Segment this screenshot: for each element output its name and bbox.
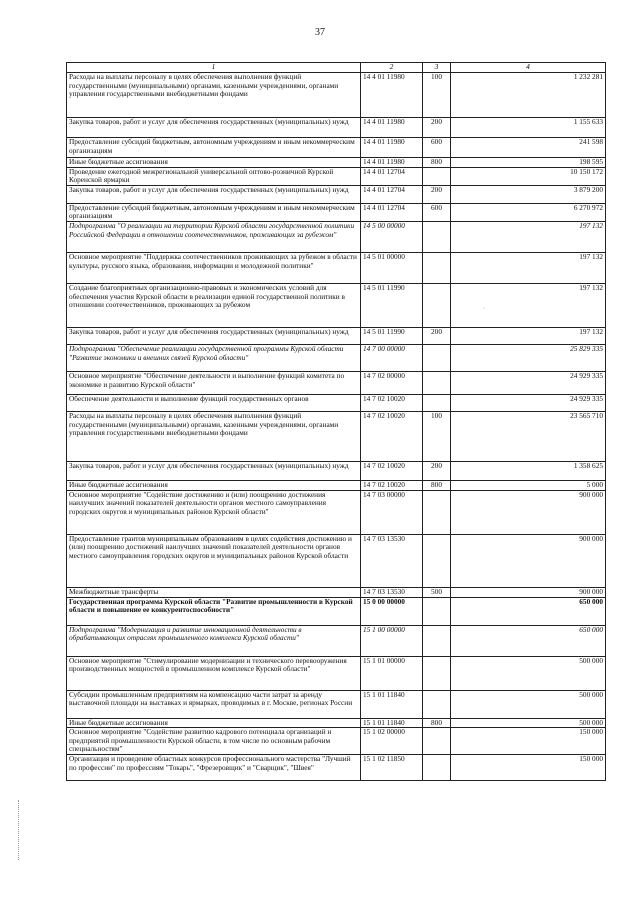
row-code: 15 1 02 11850 [361, 755, 423, 781]
table-row [67, 327, 606, 344]
row-amount: 3 879 200 [451, 185, 606, 203]
row-expense-type: 200 [423, 461, 451, 480]
row-code: 14 4 01 11980 [361, 158, 423, 168]
row-code: 14 7 03 00000 [361, 490, 423, 534]
row-amount: 241 598 [451, 138, 606, 158]
row-expense-type: 800 [423, 158, 451, 168]
row-description: Организация и проведение областных конкурсов профессионального мастерства "Лучший по профессии" по профессиям "Токарь", "Фрезеровщик" и "Сварщик", "Швея" [67, 755, 361, 781]
row-description: Подпрограмма "О реализации на территории Курской области государственной политики Российской Федерации в отношении соотечественников, проживающих за рубежом" [67, 221, 361, 252]
row-amount: 197 132 [451, 283, 606, 327]
row-amount: 150 000 [451, 755, 606, 781]
row-expense-type [423, 283, 451, 327]
row-description: Обеспечение деятельности и выполнение функций государственных органов [67, 394, 361, 411]
row-expense-type [423, 755, 451, 781]
row-code: 14 4 01 12704 [361, 167, 423, 185]
row-expense-type: 600 [423, 203, 451, 221]
row-description: Расходы на выплаты персоналу в целях обеспечения выполнения функций государственными (муниципальными) органами, казенными учреждениями, органами управления государственными внебюджетными фондами [67, 73, 361, 118]
table-row [67, 283, 606, 327]
row-description: Основное мероприятие "Обеспечение деятельности и выполнение функций комитета по экономике и развитию Курской области" [67, 371, 361, 394]
row-amount: 24 929 335 [451, 371, 606, 394]
row-description: Основное мероприятие "Поддержка соотечественников проживающих за рубежом в области культуры, русского языка, образования, информации и молодежной политики" [67, 252, 361, 283]
table-row [67, 394, 606, 411]
row-description: Расходы на выплаты персоналу в целях обеспечения выполнения функций государственными (муниципальными) органами, казенными учреждениями, органами управления государственными внебюджетными фондами [67, 411, 361, 461]
table-row [67, 490, 606, 534]
row-code: 14 5 00 00000 [361, 221, 423, 252]
row-description: Субсидии промышленным предприятиям на компенсацию части затрат за аренду выставочной площади на выставках и ярмарках, проводимых в г. Москве, регионах России [67, 690, 361, 718]
row-amount: 197 132 [451, 221, 606, 252]
row-amount: 198 595 [451, 158, 606, 168]
row-code: 14 4 01 11980 [361, 118, 423, 138]
row-description: Иные бюджетные ассигнования [67, 158, 361, 168]
row-amount: 24 929 335 [451, 394, 606, 411]
row-description: Создание благоприятных организационно-правовых и экономических условий для обеспечения участия Курской области в реализации единой государственной политики в отношении соотечественников, проживающих за рубежом [67, 283, 361, 327]
margin-dots [18, 800, 22, 860]
table-row [67, 587, 606, 597]
budget-table [66, 62, 606, 781]
table-row [67, 461, 606, 480]
table-row [67, 411, 606, 461]
row-code: 15 1 02 00000 [361, 728, 423, 755]
row-description: Иные бюджетные ассигнования [67, 480, 361, 490]
table-row [67, 203, 606, 221]
row-code: 14 7 02 10020 [361, 480, 423, 490]
table-row [67, 718, 606, 728]
row-code: 14 5 01 11990 [361, 283, 423, 327]
table-row [67, 167, 606, 185]
row-description: Закупка товаров, работ и услуг для обеспечения государственных (муниципальных) нужд [67, 185, 361, 203]
row-amount: 500 000 [451, 718, 606, 728]
row-code: 14 7 00 00000 [361, 344, 423, 371]
row-description: Закупка товаров, работ и услуг для обеспечения государственных (муниципальных) нужд [67, 118, 361, 138]
row-expense-type: 800 [423, 480, 451, 490]
row-amount: 900 000 [451, 490, 606, 534]
row-expense-type [423, 252, 451, 283]
row-description: Государственная программа Курской области "Развитие промышленности в Курской области и повышение ее конкурентоспособности" [67, 597, 361, 625]
page-number: 37 [315, 27, 325, 38]
table-row [67, 185, 606, 203]
row-code: 14 7 02 10020 [361, 394, 423, 411]
row-code: 15 1 01 11840 [361, 718, 423, 728]
row-code: 14 5 01 00000 [361, 252, 423, 283]
row-code: 14 7 03 13530 [361, 534, 423, 587]
row-expense-type [423, 728, 451, 755]
row-amount: 1 358 625 [451, 461, 606, 480]
row-amount: 1 155 633 [451, 118, 606, 138]
row-code: 15 1 01 00000 [361, 656, 423, 690]
row-amount: 6 270 972 [451, 203, 606, 221]
row-amount: 197 132 [451, 327, 606, 344]
row-amount: 197 132 [451, 252, 606, 283]
row-amount: 500 000 [451, 690, 606, 718]
row-expense-type: 200 [423, 118, 451, 138]
row-amount: 900 000 [451, 534, 606, 587]
row-expense-type [423, 690, 451, 718]
table-row [67, 755, 606, 781]
row-amount: 5 000 [451, 480, 606, 490]
table-row [67, 221, 606, 252]
row-expense-type [423, 490, 451, 534]
row-description: Иные бюджетные ассигнования [67, 718, 361, 728]
row-code: 14 7 02 10020 [361, 411, 423, 461]
row-expense-type [423, 371, 451, 394]
row-code: 14 7 03 13530 [361, 587, 423, 597]
row-amount: 23 565 710 [451, 411, 606, 461]
row-expense-type: 100 [423, 73, 451, 118]
header-col-3: 3 [423, 63, 451, 73]
row-description: Основное мероприятие "Содействие развитию кадрового потенциала организаций и предприятий промышленности Курской области, в том числе по основным рабочим специальностям" [67, 728, 361, 755]
row-expense-type: 200 [423, 185, 451, 203]
table-header-row [67, 63, 606, 73]
table-row [67, 252, 606, 283]
row-expense-type [423, 394, 451, 411]
row-description: Предоставление грантов муниципальным образованиям в целях содействия достижению и (или) поощрению достижений наилучших значений показателей деятельности органов местного самоуправления городских округов и муниципальных районов Курской области [67, 534, 361, 587]
row-amount: 25 829 335 [451, 344, 606, 371]
table-row [67, 73, 606, 118]
row-expense-type [423, 344, 451, 371]
row-description: Межбюджетные трансферты [67, 587, 361, 597]
row-description: Основное мероприятие "Стимулирование модернизации и технического перевооружения производственных мощностей в промышленном комплексе Курской области" [67, 656, 361, 690]
row-code: 14 7 02 10020 [361, 461, 423, 480]
row-amount: 650 000 [451, 597, 606, 625]
row-expense-type [423, 656, 451, 690]
row-code: 14 4 01 11980 [361, 138, 423, 158]
row-description: Закупка товаров, работ и услуг для обеспечения государственных (муниципальных) нужд [67, 327, 361, 344]
header-col-4: 4 [451, 63, 606, 73]
header-col-2: 2 [361, 63, 423, 73]
row-amount: 650 000 [451, 625, 606, 656]
row-description: Подпрограмма "Модернизация и развитие инновационной деятельности в обрабатывающих отраслях промышленного комплекса Курской области" [67, 625, 361, 656]
table-row [67, 344, 606, 371]
row-expense-type: 100 [423, 411, 451, 461]
header-col-1: 1 [67, 63, 361, 73]
row-amount: 900 000 [451, 587, 606, 597]
table-row [67, 138, 606, 158]
row-expense-type [423, 625, 451, 656]
table-row [67, 690, 606, 718]
table-row [67, 656, 606, 690]
table-row [67, 158, 606, 168]
row-code: 15 1 00 00000 [361, 625, 423, 656]
row-description: Предоставление субсидий бюджетным, автономным учреждениям и иным некоммерческим организациям [67, 203, 361, 221]
row-code: 14 7 02 00000 [361, 371, 423, 394]
table-row [67, 534, 606, 587]
row-description: Подпрограмма "Обеспечение реализации государственной программы Курской области "Развитие экономики и внешних связей Курской области" [67, 344, 361, 371]
row-code: 15 0 00 00000 [361, 597, 423, 625]
row-expense-type: 600 [423, 138, 451, 158]
table-row [67, 728, 606, 755]
row-code: 14 4 01 12704 [361, 185, 423, 203]
table-row [67, 480, 606, 490]
row-expense-type: 200 [423, 327, 451, 344]
row-expense-type [423, 221, 451, 252]
table-row [67, 118, 606, 138]
row-code: 14 5 01 11990 [361, 327, 423, 344]
table-row [67, 597, 606, 625]
row-code: 15 1 01 11840 [361, 690, 423, 718]
row-expense-type [423, 597, 451, 625]
row-amount: 500 000 [451, 656, 606, 690]
stray-mark: · [483, 306, 485, 312]
row-code: 14 4 01 11980 [361, 73, 423, 118]
row-code: 14 4 01 12704 [361, 203, 423, 221]
row-description: Закупка товаров, работ и услуг для обеспечения государственных (муниципальных) нужд [67, 461, 361, 480]
row-amount: 10 150 172 [451, 167, 606, 185]
row-expense-type: 500 [423, 587, 451, 597]
table-row [67, 371, 606, 394]
row-description: Проведение ежегодной межрегиональной универсальной оптово-розничной Курской Коренской ярмарки [67, 167, 361, 185]
table-row [67, 625, 606, 656]
row-description: Предоставление субсидий бюджетным, автономным учреждениям и иным некоммерческим организациям [67, 138, 361, 158]
row-amount: 150 000 [451, 728, 606, 755]
row-description: Основное мероприятие "Содействие достижению и (или) поощрению достижения наилучших значений показателей деятельности органов местного самоуправления городских округов и муниципальных районов Курской области" [67, 490, 361, 534]
row-amount: 1 232 281 [451, 73, 606, 118]
row-expense-type: 800 [423, 718, 451, 728]
row-expense-type [423, 167, 451, 185]
row-expense-type [423, 534, 451, 587]
